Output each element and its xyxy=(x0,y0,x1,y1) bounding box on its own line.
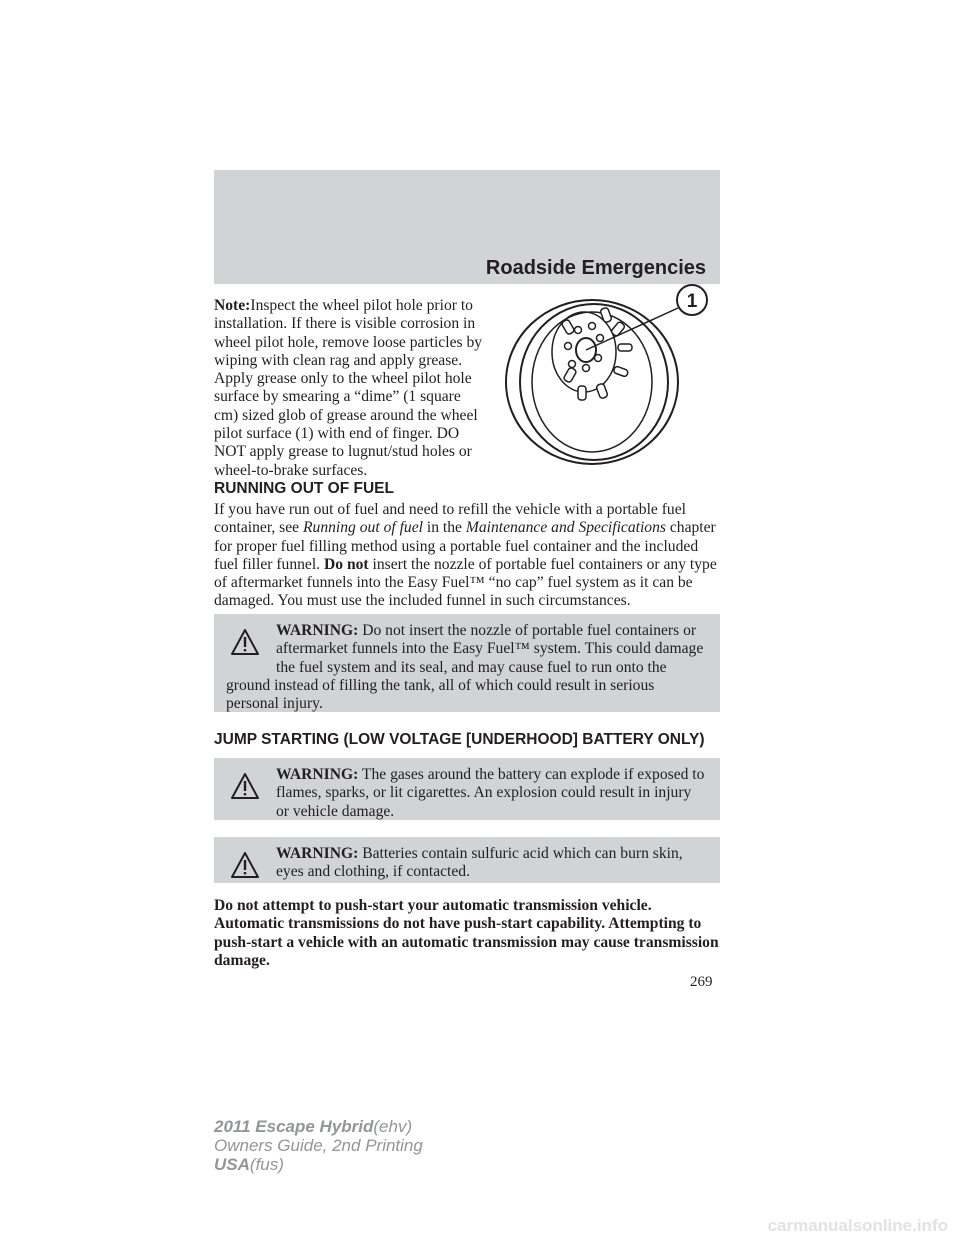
heading-running-out-of-fuel: RUNNING OUT OF FUEL xyxy=(214,480,394,497)
warning-triangle-icon xyxy=(230,628,260,656)
warning-box-gases xyxy=(214,758,720,820)
footer-line-2: Owners Guide, 2nd Printing xyxy=(214,1136,423,1155)
heading-jump-starting: JUMP STARTING (LOW VOLTAGE [UNDERHOOD] BATTERY ONLY) xyxy=(214,731,705,748)
warning-label: WARNING: xyxy=(276,622,359,639)
section-header-band xyxy=(214,170,720,284)
footer-model: 2011 Escape Hybrid xyxy=(214,1117,374,1136)
section-title: Roadside Emergencies xyxy=(485,257,706,279)
do-not-emphasis: Do not xyxy=(323,555,369,573)
note-paragraph xyxy=(214,297,486,480)
warning-box-acid xyxy=(214,837,720,883)
footer-line-1 xyxy=(214,1117,423,1136)
text-run: If you have run out of fuel and need to refill the vehicle with a portable fuel container, see xyxy=(214,501,686,537)
figure-callout-label: 1 xyxy=(686,291,698,312)
note-label: Note: xyxy=(214,297,251,314)
push-start-paragraph: Do not attempt to push-start your automatic transmission vehicle. Automatic transmissions do not have push-start capability. Attempting to push-start a vehicle with an automatic transmission may cause transmission damage. xyxy=(214,897,719,969)
running-out-paragraph xyxy=(214,501,722,611)
footer-print-info xyxy=(214,1117,423,1174)
text-run: chapter for proper fuel filling method using a portable fuel container and the included fuel filler funnel. xyxy=(214,519,716,573)
text-run: in the xyxy=(422,519,466,537)
footer-market: USA xyxy=(214,1155,250,1174)
warning-text: The gases around the battery can explode if exposed to flames, sparks, or lit cigarettes. An explosion could result in injury or vehicle damage. xyxy=(276,766,705,820)
footer-model-code: (ehv) xyxy=(373,1117,413,1136)
warning-triangle-icon xyxy=(230,772,260,800)
footer-market-code: (fus) xyxy=(249,1155,284,1174)
footer-line-3 xyxy=(214,1155,423,1174)
wheel-illustration xyxy=(494,280,724,470)
warning-box-fuel xyxy=(214,614,720,712)
watermark: carmanualsonline.info xyxy=(767,1216,948,1235)
warning-label: WARNING: xyxy=(276,766,359,783)
ref-running-out-of-fuel: Running out of fuel xyxy=(303,519,423,537)
warning-label: WARNING: xyxy=(276,845,359,862)
warning-text: Batteries contain sulfuric acid which can burn skin, eyes and clothing, if contacted. xyxy=(276,845,683,881)
ref-maintenance-chapter: Maintenance and Specifications xyxy=(465,519,666,537)
note-text: Inspect the wheel pilot hole prior to installation. If there is visible corrosion in wheel pilot hole, remove loose particles by wiping with clean rag and apply grease. Apply grease only to the wheel pilot hole surface by smearing a “dime” (1 square cm) sized glob of grease around the wheel pilot surface (1) with end of finger. DO NOT apply grease to lugnut/stud holes or wheel-to-brake surfaces. xyxy=(214,297,483,479)
warning-text: Do not insert the nozzle of portable fuel containers or aftermarket funnels into the Easy Fuel™ system. This could damage the fuel system and its seal, and may cause fuel to run onto the ground instead of filling the tank, all of which could result in serious personal injury. xyxy=(226,622,704,713)
warning-triangle-icon xyxy=(230,851,260,879)
text-run: insert the nozzle of portable fuel containers or any type of aftermarket funnels into the Easy Fuel™ “no cap” fuel system as it can be damaged. You must use the included funnel in such circumstances. xyxy=(214,555,717,610)
page-number: 269 xyxy=(690,974,713,990)
